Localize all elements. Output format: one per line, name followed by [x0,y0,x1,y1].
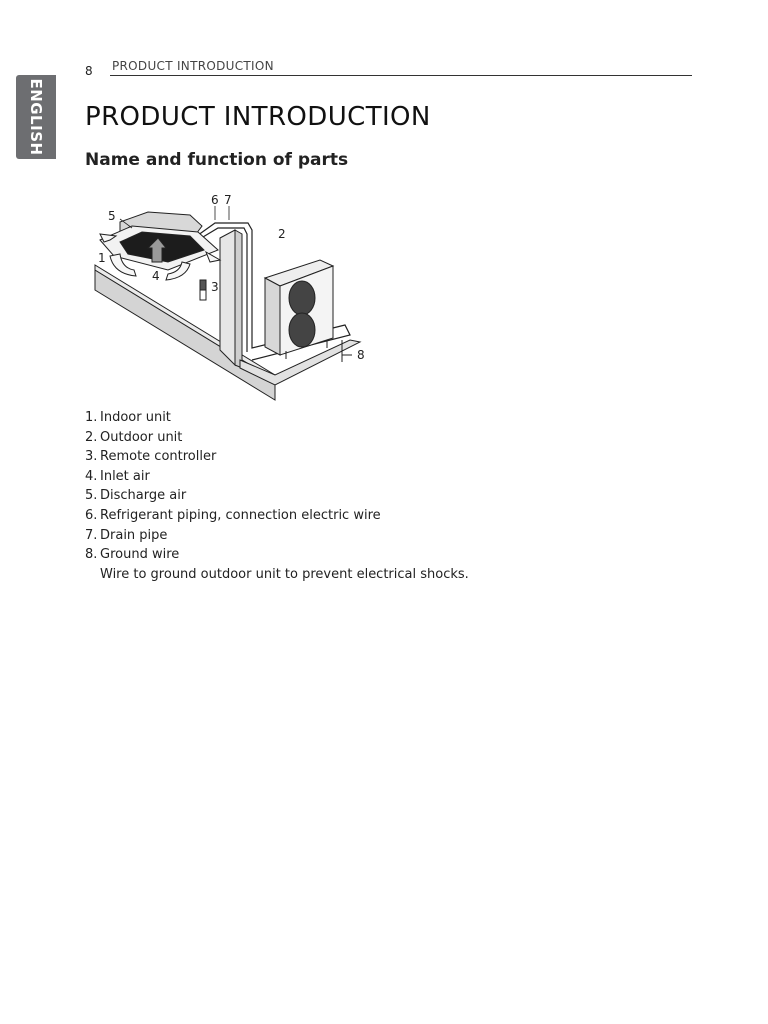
list-item [85,447,469,467]
list-item-body [100,545,469,584]
list-item-number: 6. [85,507,98,523]
callout-2: 2 [278,227,286,241]
list-item [85,526,469,546]
callout-7: 7 [224,193,232,207]
installation-diagram [90,190,380,405]
section-title: Name and function of parts [85,150,349,170]
list-item [85,506,469,526]
page-number: 8 [85,64,93,78]
parts-list [85,408,469,584]
list-item-number: 4. [85,468,98,484]
list-item-number: 1. [85,410,98,425]
remote-controller [200,280,206,300]
list-item-number: 5. [85,488,98,504]
page-title: PRODUCT INTRODUCTION [85,102,431,132]
list-item-number: 8. [85,547,98,563]
list-item-number: 2. [85,429,98,445]
list-item-label: Indoor unit [100,410,171,425]
running-header: PRODUCT INTRODUCTION [112,59,274,73]
list-item [85,428,469,448]
header-rule [110,75,692,76]
callout-6: 6 [211,193,219,207]
list-item [85,408,469,428]
list-item-label: Drain pipe [100,527,168,543]
list-item-label: Outdoor unit [100,429,183,445]
outdoor-unit [265,260,333,359]
callout-1: 1 [98,251,106,265]
list-item-number: 3. [85,449,98,465]
callout-5: 5 [108,209,116,223]
language-tab [16,75,56,159]
list-item-label: Discharge air [100,488,187,504]
list-item [85,545,469,584]
list-item [85,467,469,487]
list-item-label: Remote controller [100,449,217,465]
list-item-label: Inlet air [100,468,150,484]
list-item [85,486,469,506]
list-item-label: Refrigerant piping, connection electric wire [100,507,381,523]
callout-4: 4 [152,269,160,283]
language-tab-label: ENGLISH [27,78,45,156]
list-item-number: 7. [85,527,98,543]
list-item-label: Ground wire [100,547,180,563]
indoor-unit [100,212,220,280]
callout-8: 8 [357,348,365,362]
list-item-note: Wire to ground outdoor unit to prevent electrical shocks. [100,566,469,582]
callout-3: 3 [211,280,219,294]
